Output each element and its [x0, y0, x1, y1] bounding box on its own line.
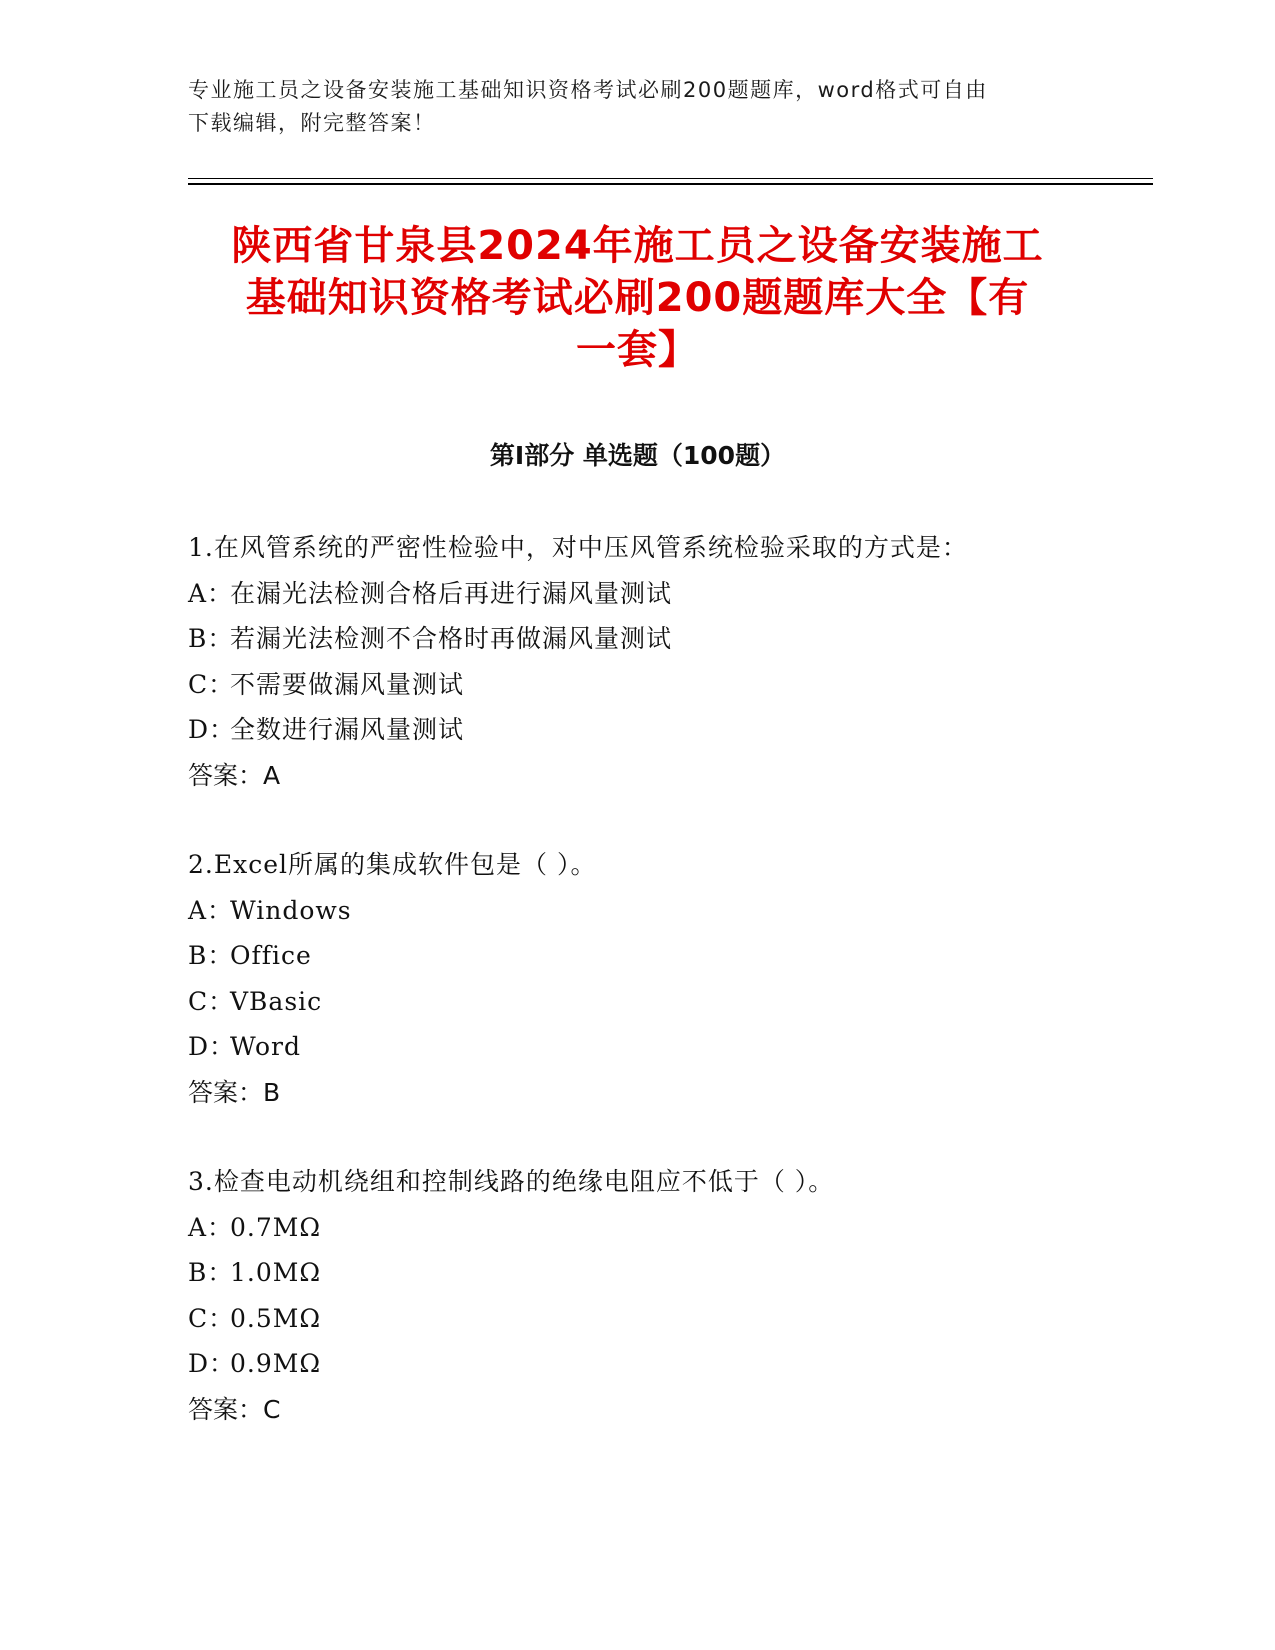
section-title: 第Ⅰ部分 单选题（100题） — [489, 441, 786, 470]
option-d — [188, 707, 1148, 753]
option-text: VBasic — [230, 986, 323, 1016]
document-title-line-2: 基础知识资格考试必刷200题题库大全【有 — [245, 275, 1030, 321]
option-letter: D： — [188, 1032, 236, 1061]
option-d — [188, 1341, 1148, 1387]
option-letter: D： — [188, 1349, 236, 1378]
option-letter: D： — [188, 715, 236, 744]
document-title-line-1: 陕西省甘泉县2024年施工员之设备安装施工 — [231, 223, 1044, 269]
option-c — [188, 979, 1148, 1025]
option-text: 1.0MΩ — [230, 1258, 322, 1287]
option-letter: B： — [188, 1258, 234, 1287]
option-text: 0.9MΩ — [230, 1349, 322, 1378]
header-note — [188, 74, 1088, 140]
option-text: Word — [230, 1032, 302, 1061]
option-text: 0.5MΩ — [230, 1303, 322, 1333]
question-stem: 1.在风管系统的严密性检验中，对中压风管系统检验采取的方式是： — [188, 533, 968, 562]
option-letter: C： — [188, 986, 235, 1016]
option-d — [188, 1024, 1148, 1070]
answer-line: 答案：A — [188, 760, 281, 790]
option-letter: B： — [188, 624, 234, 653]
option-text: Office — [230, 941, 312, 970]
option-a — [188, 571, 1148, 617]
document-title-line-3: 一套】 — [576, 327, 699, 373]
question-list — [188, 525, 1148, 1476]
header-note-line-2: 下载编辑，附完整答案！ — [188, 111, 436, 135]
question-1 — [188, 525, 1148, 798]
option-letter: A： — [188, 1212, 234, 1242]
option-b — [188, 933, 1148, 979]
option-text: Windows — [230, 895, 352, 925]
option-a — [188, 888, 1148, 934]
header-note-line-1: 专业施工员之设备安装施工基础知识资格考试必刷200题题库，word格式可自由 — [188, 78, 988, 102]
option-letter: C： — [188, 1303, 235, 1333]
option-text: 在漏光法检测合格后再进行漏风量测试 — [230, 578, 673, 608]
option-c — [188, 662, 1148, 708]
answer-line: 答案：B — [188, 1077, 281, 1107]
option-text: 若漏光法检测不合格时再做漏风量测试 — [230, 624, 673, 653]
question-3 — [188, 1159, 1148, 1432]
option-a — [188, 1205, 1148, 1251]
option-letter: A： — [188, 895, 234, 925]
option-letter: B： — [188, 941, 234, 970]
header-divider-thick — [188, 183, 1153, 185]
option-letter: C： — [188, 669, 235, 699]
option-text: 全数进行漏风量测试 — [230, 715, 465, 744]
question-stem: 2.Excel所属的集成软件包是（ ）。 — [188, 850, 597, 879]
option-text: 0.7MΩ — [230, 1212, 322, 1242]
option-letter: A： — [188, 578, 234, 608]
document-title — [150, 220, 1125, 376]
option-text: 不需要做漏风量测试 — [230, 669, 465, 699]
option-b — [188, 616, 1148, 662]
option-b — [188, 1250, 1148, 1296]
question-2 — [188, 842, 1148, 1115]
answer-line: 答案：C — [188, 1394, 281, 1424]
question-stem: 3.检查电动机绕组和控制线路的绝缘电阻应不低于（ ）。 — [188, 1167, 835, 1196]
option-c — [188, 1296, 1148, 1342]
header-divider-thin — [188, 178, 1153, 179]
